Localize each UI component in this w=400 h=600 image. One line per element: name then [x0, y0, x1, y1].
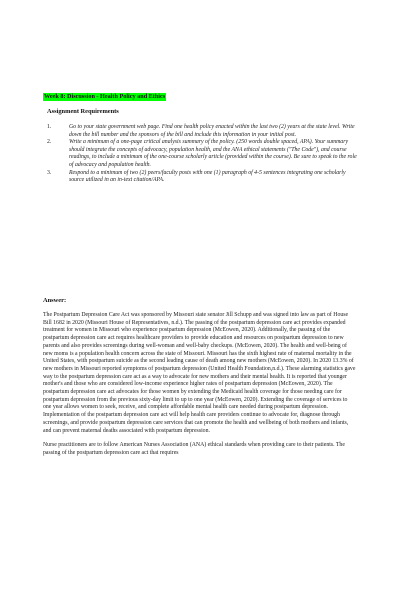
requirement-text: Write a minimum of a one-page critical analysis summary of the policy. (250 words double spaced, APA). Your summary should integrate the concepts of advocacy, population health, and the ANA ethical statements ("The Code"), and course readings, to include a minimum of the one-course scholarly article (provided within the course). Be sure to speak to the role of advocacy and population health. [69, 139, 357, 168]
answer-label: Answer: [43, 297, 67, 304]
answer-paragraph: Nurse practitioners are to follow American Nurses Association (ANA) ethical standards when providing care to their patients. The passing of the postpartum depression care act that requires [43, 442, 345, 456]
requirement-text: Respond to a minimum of two (2) peers/faculty posts with one (1) paragraph of 4-5 sentences integrating one scholarly source utilized in an in-text citation/APA. [69, 169, 346, 184]
week-heading: Week 8: Discussion - Health Policy and Ethics [44, 93, 166, 100]
requirement-number: 3. [47, 169, 52, 176]
requirements-title: Assignment Requirements [47, 108, 119, 115]
requirement-text: Go to your state government web page. Find one health policy enacted within the last two (2) years at the state level. Write down the bill number and the sponsors of the bill and include this information in your initial post. [69, 124, 355, 138]
answer-paragraph: The Postpartum Depression Care Act was sponsored by Missouri state senator Jill Schupp and was signed into law as part of House Bill 1682 in 2020 (Missouri House of Representatives, n.d.). The passing of the postpartum depression care act provides expanded treatment for women in Missouri who experience postpartum depression (McEowen, 2020). Additionally, the passing of the postpartum depression care act requires healthcare providers to provide education and resources on postpartum depression to new parents and also provides screenings during well-woman and well-baby checkups. (McEowen, 2020). The health and well-being of new moms is a population health concern across the state of Missouri. Missouri has the sixth highest rate of maternal mortality in the United States, with postpartum suicide as the second leading cause of death among new mothers (McEowen, 2020). In 2020 13.3% of new mothers in Missouri reported symptoms of postpartum depression (United Health Foundation,n.d.). These alarming statistics gave way to the postpartum depression care act as a way to advocate for new mothers and their mental health. It is reported that younger mother's and those who are considered low-income experience higher rates of postpartum depression (McEowen, 2020). The postpartum depression care act advocates for those women by extending the Medicaid health coverage for those needing care for postpartum depression from the previous sixty-day limit to up to one year (McEowen, 2020). Extending the coverage of services to one year allows women to seek, receive, and complete affordable mental health care needed during postpartum depression. Implementation of the postpartum depression care act will help health care providers continue to advocate for, diagnose through screenings, and provide postpartum depression care services that can promote the health and wellbeing of both mothers and infants, and can prevent maternal deaths associated with postpartum depression. [43, 312, 356, 434]
requirement-item [47, 124, 357, 139]
requirements-list [47, 124, 357, 185]
answer-body [43, 312, 357, 465]
requirement-number: 1. [47, 124, 52, 130]
requirement-item [47, 139, 357, 169]
requirement-number: 2. [47, 139, 52, 146]
requirement-item [47, 170, 357, 185]
